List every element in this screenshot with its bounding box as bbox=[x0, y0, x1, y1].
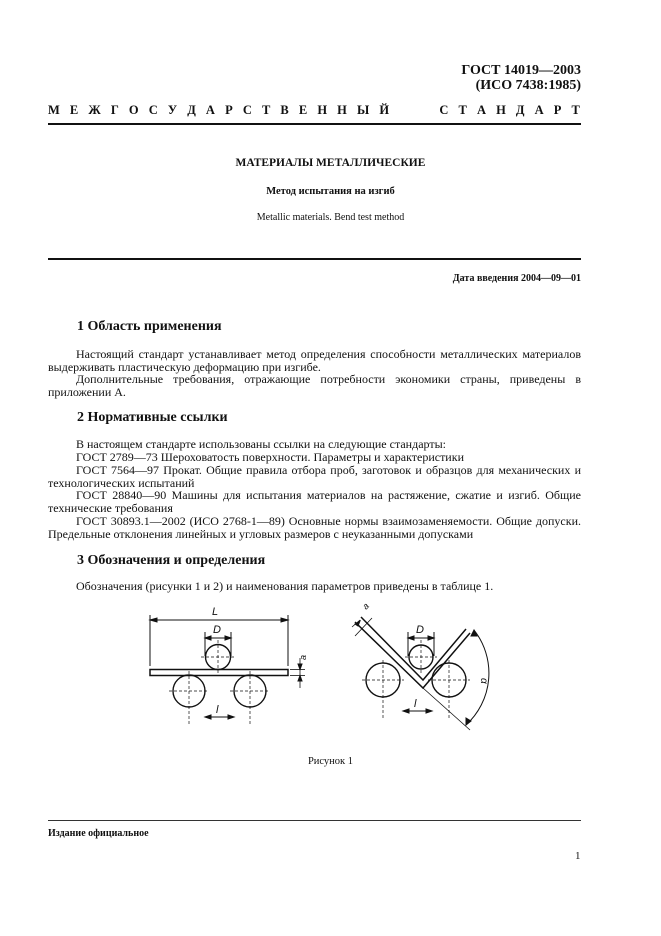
banner-letter: Р bbox=[225, 103, 233, 117]
dimension-label-L: L bbox=[212, 606, 219, 618]
header-rule bbox=[48, 123, 581, 125]
dimension-label-D: D bbox=[213, 624, 221, 636]
banner-letter: А bbox=[476, 103, 486, 117]
reference-item: ГОСТ 28840—90 Машины для испытания материалов на растяжение, сжатие и изгиб. Общие технические требования bbox=[48, 488, 581, 515]
dimension-label-a: a bbox=[298, 654, 308, 660]
banner-letter: Н bbox=[496, 103, 506, 117]
banner-letter: С bbox=[242, 103, 252, 117]
section-3-heading: 3 Обозначения и определения bbox=[77, 553, 266, 568]
banner-letter: Й bbox=[379, 103, 390, 117]
banner-letter: Т bbox=[261, 103, 271, 117]
standard-title: МАТЕРИАЛЫ МЕТАЛЛИЧЕСКИЕ bbox=[235, 157, 426, 169]
gost-number: ГОСТ 14019—2003 bbox=[461, 63, 581, 78]
banner-letter: А bbox=[205, 103, 215, 117]
banner-letter: С bbox=[148, 103, 158, 117]
banner-letter: Е bbox=[69, 103, 79, 117]
reference-item: ГОСТ 2789—73 Шероховатость поверхности. Параметры и характеристики bbox=[76, 450, 464, 464]
page-number: 1 bbox=[575, 850, 581, 862]
banner-letter: О bbox=[128, 103, 139, 117]
figure-1-diagram bbox=[0, 600, 661, 750]
section-1-para-2: Дополнительные требования, отражающие потребности экономики страны, приведены в приложении А. bbox=[48, 372, 581, 399]
reference-item: ГОСТ 7564—97 Прокат. Общие правила отбора проб, заготовок и образцов для механических и технологических испытаний bbox=[48, 463, 581, 490]
banner-letter: Ж bbox=[88, 103, 101, 117]
interstate-standard-banner bbox=[48, 103, 580, 118]
section-3-para-1: Обозначения (рисунки 1 и 2) и наименования параметров приведены в таблице 1. bbox=[76, 579, 494, 593]
section-2-heading: 2 Нормативные ссылки bbox=[77, 410, 228, 425]
banner-letter: В bbox=[280, 103, 289, 117]
footer-rule bbox=[48, 820, 581, 821]
figure-1-caption: Рисунок 1 bbox=[307, 756, 354, 767]
banner-letter: Т bbox=[571, 103, 580, 117]
dimension-label-l: l bbox=[414, 698, 417, 710]
document-code bbox=[461, 63, 581, 93]
banner-letter: Д bbox=[515, 103, 525, 117]
banner-letter: Н bbox=[337, 103, 347, 117]
angle-label-alpha: α bbox=[478, 678, 489, 684]
official-edition-label: Издание официальное bbox=[48, 828, 149, 839]
banner-letter: М bbox=[48, 103, 60, 117]
standard-subtitle: Метод испытания на изгиб bbox=[266, 186, 395, 197]
section-1-para-1: Настоящий стандарт устанавливает метод определения способности металлических материалов выдерживать пластическую деформацию при изгибе. bbox=[48, 347, 581, 374]
dimension-label-a: a bbox=[360, 600, 371, 612]
dimension-label-D: D bbox=[416, 624, 424, 636]
left-schematic bbox=[150, 615, 305, 725]
section-1-heading: 1 Область применения bbox=[77, 319, 222, 334]
banner-letter: А bbox=[534, 103, 544, 117]
reference-item: ГОСТ 30893.1—2002 (ИСО 2768-1—89) Основные нормы взаимозаменяемости. Общие допуски. Предельные отклонения линейных и угловых размеров с неуказанными допусками bbox=[48, 514, 581, 541]
banner-letter: С bbox=[439, 103, 449, 117]
banner-letter: Ы bbox=[357, 103, 370, 117]
banner-gap bbox=[399, 103, 429, 118]
banner-letter: Г bbox=[110, 103, 119, 117]
dimension-label-l: l bbox=[216, 704, 219, 716]
english-title: Metallic materials. Bend test method bbox=[256, 212, 405, 223]
banner-letter: Д bbox=[187, 103, 196, 117]
banner-letter: Р bbox=[553, 103, 562, 117]
title-rule bbox=[48, 258, 581, 260]
banner-letter: Е bbox=[298, 103, 308, 117]
banner-letter: Т bbox=[458, 103, 467, 117]
section-2-intro: В настоящем стандарте использованы ссылки на следующие стандарты: bbox=[76, 437, 447, 451]
banner-letter: Н bbox=[317, 103, 328, 117]
banner-letter: У bbox=[167, 103, 178, 117]
introduction-date: Дата введения 2004—09—01 bbox=[452, 273, 581, 284]
iso-number: (ИСО 7438:1985) bbox=[475, 78, 581, 93]
